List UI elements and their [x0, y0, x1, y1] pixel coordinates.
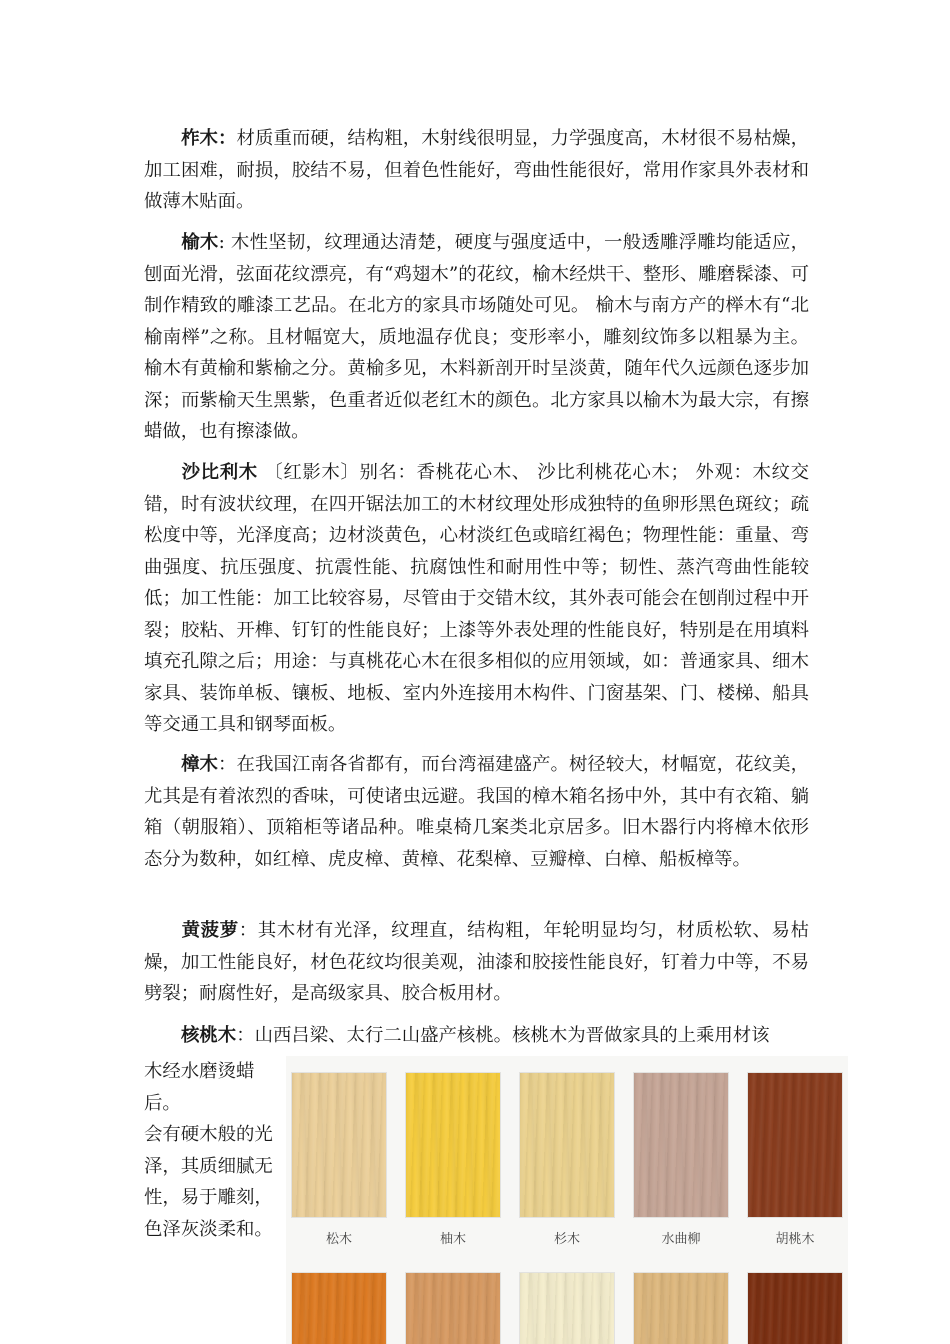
- paragraph-yumu: [144, 227, 809, 448]
- swatch-row2-3: [519, 1272, 615, 1344]
- swatch-shuiquliu: [633, 1072, 729, 1247]
- term-hetaomu: 核桃木: [181, 1025, 237, 1046]
- term-separator: ：: [218, 128, 237, 149]
- term-separator: ：: [238, 920, 258, 941]
- swatch-youmu: [405, 1072, 501, 1247]
- continuation-line: 会有硬木般的光: [144, 1124, 273, 1145]
- swatch-label: 柚木: [439, 1232, 466, 1247]
- wood-swatch-figure: [286, 1056, 848, 1344]
- swatch-image: [633, 1272, 729, 1344]
- swatch-image: [405, 1072, 501, 1218]
- swatch-row2-4: [633, 1272, 729, 1344]
- paragraph-body: 〔红影木〕别名：香桃花心木、 沙比利桃花心木； 外观：木纹交错，时有波状纹理，在四开锯法加工的木材纹理处形成独特的鱼卵形黑色斑纹；疏松度中等，光泽度高；边材淡黄色，心材淡红色或暗红褐色；物理性能：重量、弯曲强度、抗压强度、抗震性能、抗腐蚀性和耐用性中等；韧性、蒸汽弯曲性能较低；加工性能：加工比较容易，尽管由于交错木纹，其外表可能会在刨削过程中开裂；胶粘、开榫、钉钉的性能良好；上漆等外表处理的性能良好，特别是在用填料填充孔隙之后；用途：与真桃花心木在很多相似的应用领域，如：普通家具、细木家具、装饰单板、镶板、地板、室内外连接用木构件、门窗基架、门、楼梯、船具等交通工具和钢琴面板。: [144, 462, 809, 735]
- swatch-row2-2: [405, 1272, 501, 1344]
- swatch-shanmu: [519, 1072, 615, 1247]
- paragraph-body: 木性坚韧，纹理通达清楚，硬度与强度适中，一般透雕浮雕均能适应，刨面光滑，弦面花纹漂亮，有“鸡翅木”的花纹，榆木经烘干、整形、雕磨髹漆、可制作精致的雕漆工艺品。在北方的家具市场随处可见。 榆木与南方产的榉木有“北榆南榉”之称。且材幅宽大，质地温存优良；变形率小，雕刻纹饰多以粗暴为主。 榆木有黄榆和紫榆之分。黄榆多见，木料新剖开时呈淡黄，随年代久远颜色逐步加深；而紫榆天生黑紫，色重者近似老红木的颜色。北方家具以榆木为最大宗，有擦蜡做，也有擦漆做。: [144, 232, 809, 442]
- term-separator: ：: [236, 1025, 255, 1046]
- term-shabili: 沙比利木: [181, 462, 258, 483]
- swatch-row2-1: [291, 1272, 387, 1344]
- continuation-line: 性，易于雕刻，: [144, 1187, 273, 1208]
- term-separator: ：: [218, 754, 237, 775]
- swatch-image: [633, 1072, 729, 1218]
- swatch-image: [291, 1272, 387, 1344]
- paragraph-hetaomu: [144, 1020, 809, 1052]
- swatch-label: 杉木: [553, 1232, 580, 1247]
- swatch-label: 松木: [325, 1232, 352, 1247]
- paragraph-huangboluo: [144, 915, 809, 1010]
- swatch-image: [747, 1072, 843, 1218]
- swatch-image: [519, 1272, 615, 1344]
- swatch-hutaomu: [747, 1072, 843, 1247]
- paragraph-body: 在我国江南各省都有，而台湾福建盛产。树径较大，材幅宽，花纹美，尤其是有着浓烈的香味，可使诸虫远避。我国的樟木箱名扬中外，其中有衣箱、躺箱（朝服箱）、顶箱柜等诸品种。唯桌椅几案类北京居多。旧木器行内将樟木依形态分为数种，如红樟、虎皮樟、黄樟、花梨樟、豆瓣樟、白樟、船板樟等。: [144, 754, 809, 870]
- paragraph-body: 其木材有光泽，纹理直，结构粗，年轮明显均匀，材质松软、易枯燥，加工性能良好，材色花纹均很美观，油漆和胶接性能良好，钉着力中等，不易劈裂；耐腐性好，是高级家具、胶合板用材。: [144, 920, 809, 1004]
- paragraph-body: 山西吕梁、太行二山盛产核桃。核桃木为晋做家具的上乘用材该: [254, 1025, 770, 1046]
- swatch-label: 水曲柳: [661, 1232, 701, 1247]
- paragraph-zhangmu: [144, 749, 809, 875]
- paragraph-zuomu: [144, 123, 809, 218]
- term-huangboluo: 黄菠萝: [181, 920, 239, 941]
- continuation-line: 色泽灰淡柔和。: [144, 1218, 273, 1240]
- swatch-songmu: [291, 1072, 387, 1247]
- swatch-image: [291, 1072, 387, 1218]
- swatch-row2-5: [747, 1272, 843, 1344]
- swatch-image: [405, 1272, 501, 1344]
- continuation-line: 泽，其质细腻无: [144, 1155, 273, 1177]
- hetaomu-continuation: [144, 1061, 284, 1245]
- continuation-line: 木经水磨烫蜡后。: [144, 1061, 255, 1114]
- term-yumu: 榆木: [181, 232, 219, 253]
- paragraph-body: 材质重而硬，结构粗，木射线很明显，力学强度高，木材很不易枯燥，加工困难，耐损，胶结不易，但着色性能好，弯曲性能很好，常用作家具外表材和做薄木贴面。: [144, 128, 809, 212]
- swatch-image: [747, 1272, 843, 1344]
- swatch-image: [519, 1072, 615, 1218]
- term-zuomu: 柞木: [181, 128, 219, 149]
- swatch-label: 胡桃木: [775, 1232, 815, 1247]
- term-separator: :: [218, 232, 231, 253]
- term-zhangmu: 樟木: [181, 754, 219, 775]
- paragraph-shabili: [144, 457, 809, 741]
